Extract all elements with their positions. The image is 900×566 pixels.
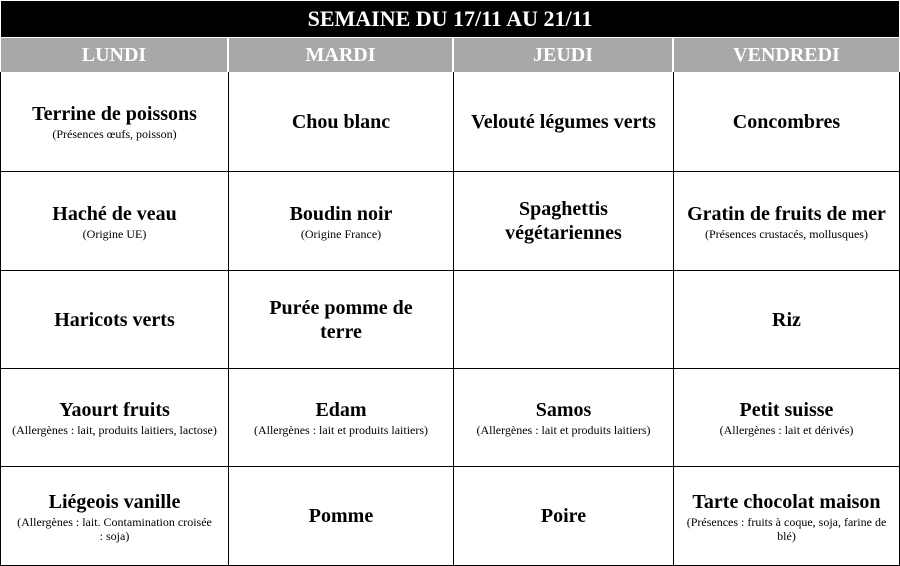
dish-name: Edam	[315, 399, 367, 421]
menu-cell	[674, 72, 899, 171]
dish-name: Tarte chocolat maison	[692, 490, 881, 513]
menu-cell	[1, 467, 228, 565]
dish-note: (Allergènes : lait et produits laitiers)	[476, 423, 651, 437]
dish-name: Terrine de poissons	[32, 103, 197, 125]
menu-cell	[1, 271, 228, 368]
menu-cell	[454, 271, 673, 368]
menu-cell	[1, 369, 228, 466]
dish-name: Poire	[540, 505, 587, 527]
dish-name: Boudin noir	[289, 202, 393, 225]
dish-note: (Allergènes : lait, produits laitiers, lactose)	[12, 423, 217, 437]
week-title: SEMAINE DU 17/11 AU 21/11	[1, 1, 899, 37]
dish-name: Pomme	[308, 505, 374, 527]
menu-cell	[229, 369, 453, 466]
menu-cell	[229, 72, 453, 171]
menu-cell	[229, 467, 453, 565]
dish-name: Velouté légumes verts	[471, 110, 656, 133]
menu-cell	[454, 369, 673, 466]
dish-note: (Allergènes : lait et produits laitiers)	[253, 423, 429, 437]
menu-cell	[229, 271, 453, 368]
dish-name: Petit suisse	[739, 399, 834, 421]
dish-name: Haricots verts	[54, 308, 175, 331]
menu-cell	[454, 72, 673, 171]
menu-cell	[674, 271, 899, 368]
menu-cell	[229, 172, 453, 270]
dish-name: Yaourt fruits	[59, 399, 170, 421]
dish-note: (Présences : fruits à coque, soja, farine de blé)	[686, 514, 887, 543]
menu-cell	[1, 72, 228, 171]
dish-name: Concombres	[732, 110, 841, 133]
day-header-mardi: MARDI	[229, 38, 452, 72]
dish-name: Liégeois vanille	[48, 490, 181, 513]
menu-cell	[674, 172, 899, 270]
menu-cell	[674, 369, 899, 466]
dish-note: (Origine UE)	[82, 226, 147, 241]
dish-name: Purée pomme de terre	[269, 296, 413, 343]
dish-name: Spaghettis végétariennes	[505, 198, 622, 244]
dish-name: Haché de veau	[52, 202, 177, 225]
dish-name: Chou blanc	[291, 110, 391, 133]
dish-name: Gratin de fruits de mer	[687, 202, 886, 225]
day-header-jeudi: JEUDI	[454, 38, 672, 72]
dish-note: (Allergènes : lait et dérivés)	[719, 423, 854, 437]
day-header-lundi: LUNDI	[1, 38, 227, 72]
dish-name: Samos	[535, 399, 592, 421]
dish-note: (Présences œufs, poisson)	[52, 127, 177, 141]
dish-note: (Allergènes : lait. Contamination croisée : soja)	[17, 514, 212, 543]
dish-note: (Présences crustacés, mollusques)	[705, 226, 868, 241]
menu-cell	[1, 172, 228, 270]
day-header-vendredi: VENDREDI	[674, 38, 899, 72]
menu-cell	[454, 467, 673, 565]
dish-note: (Origine France)	[300, 226, 382, 241]
menu-cell	[674, 467, 899, 565]
dish-name: Riz	[772, 308, 801, 331]
menu-cell	[454, 172, 673, 270]
